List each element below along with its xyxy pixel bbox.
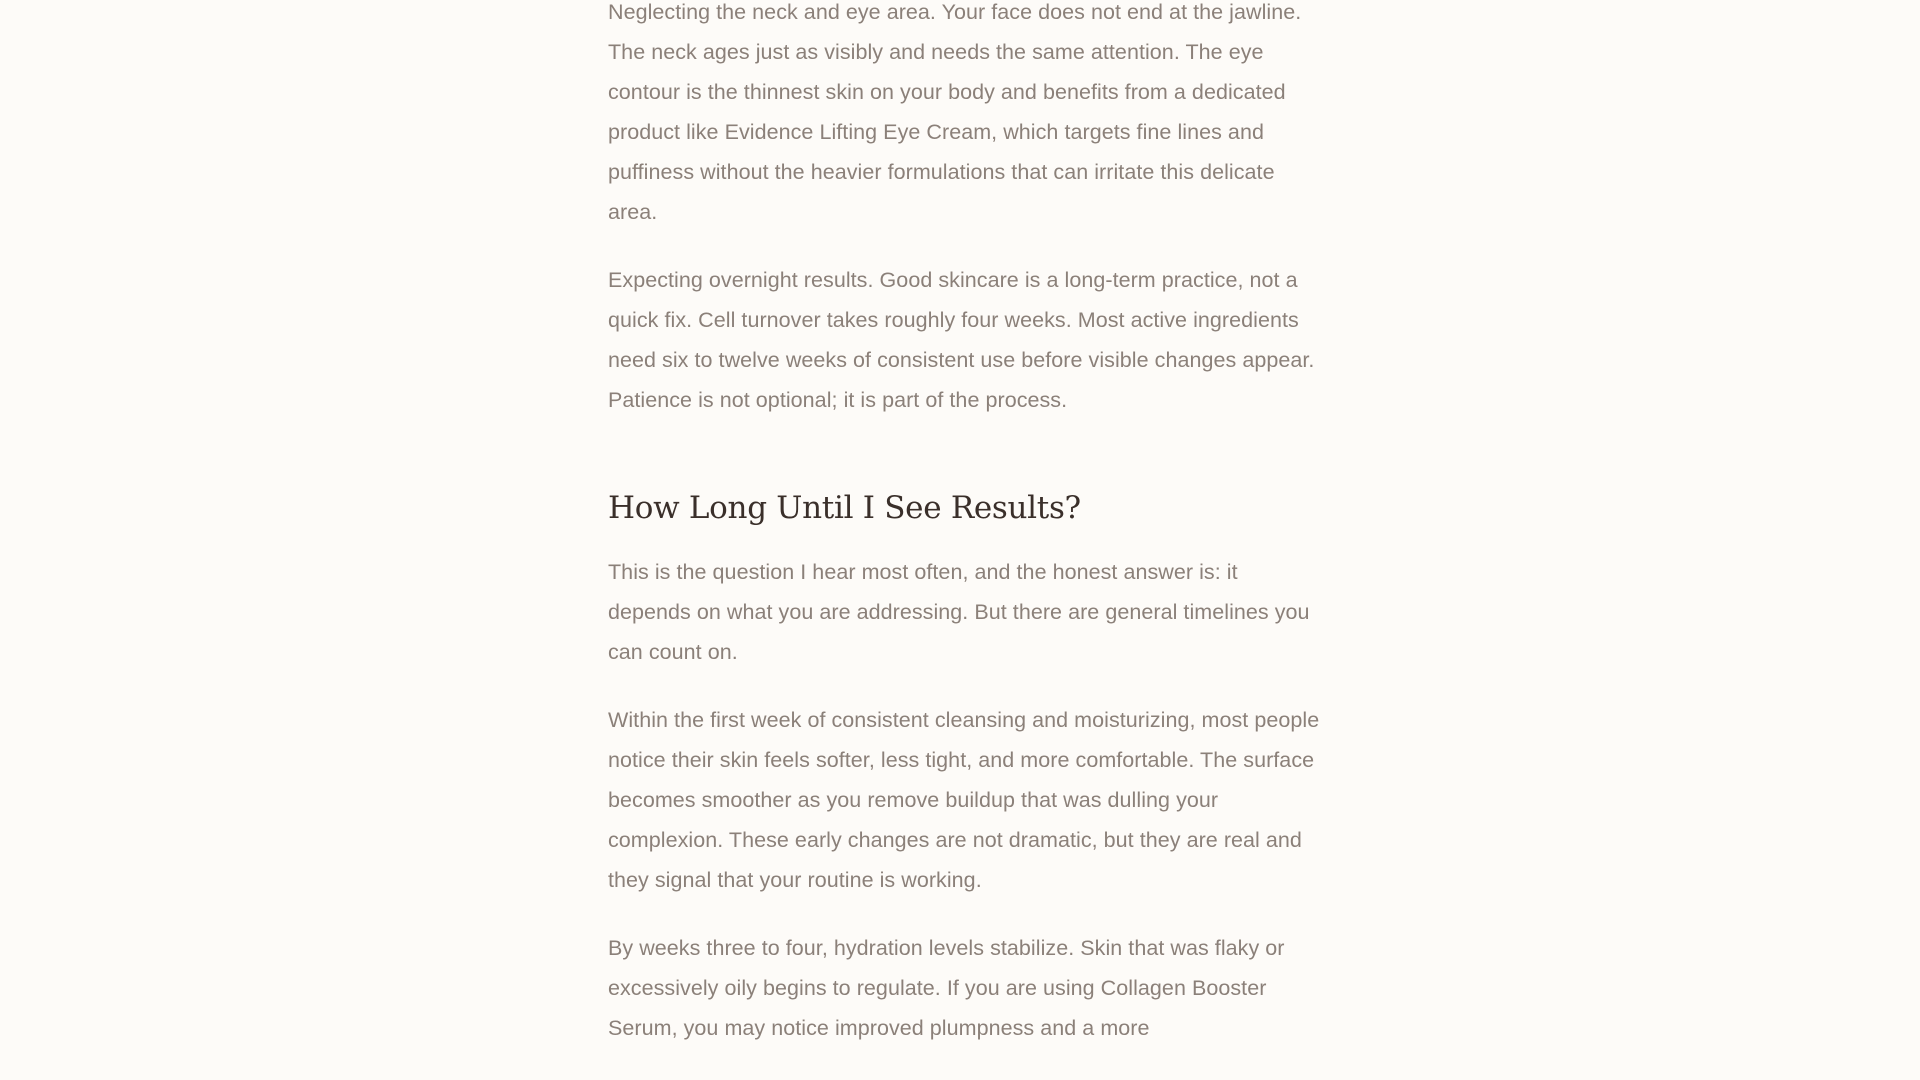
paragraph-weeks-three-four: By weeks three to four, hydration levels stabilize. Skin that was flaky or excessively oily begins to regulate. If you are using Collagen Booster Serum, you may notice improved plumpness and a more bbox=[608, 936, 1285, 1040]
article-body bbox=[608, 0, 1320, 1076]
paragraph-first-week: Within the first week of consistent cleansing and moisturizing, most people notice their skin feels softer, less tight, and more comfortable. The surface becomes smoother as you remove buildup that was dulling your complexion. These early changes are not dramatic, but they are real and they signal that your routine is working. bbox=[608, 708, 1320, 892]
paragraph-overnight-results: Expecting overnight results. Good skincare is a long-term practice, not a quick fix. Cell turnover takes roughly four weeks. Most active ingredients need six to twelve weeks of consistent use before visible changes appear. Patience is not optional; it is part of the process. bbox=[608, 268, 1315, 412]
paragraph-intro-results: This is the question I hear most often, and the honest answer is: it depends on what you are addressing. But there are general timelines you can count on. bbox=[608, 560, 1310, 664]
paragraph-neck-eye: Neglecting the neck and eye area. Your face does not end at the jawline. The neck ages just as visibly and needs the same attention. The eye contour is the thinnest skin on your body and benefits from a dedicated product like Evidence Lifting Eye Cream, which targets fine lines and puffiness without the heavier formulations that can irritate this delicate area. bbox=[608, 0, 1302, 224]
section-heading-results: How Long Until I See Results? bbox=[608, 490, 1081, 526]
